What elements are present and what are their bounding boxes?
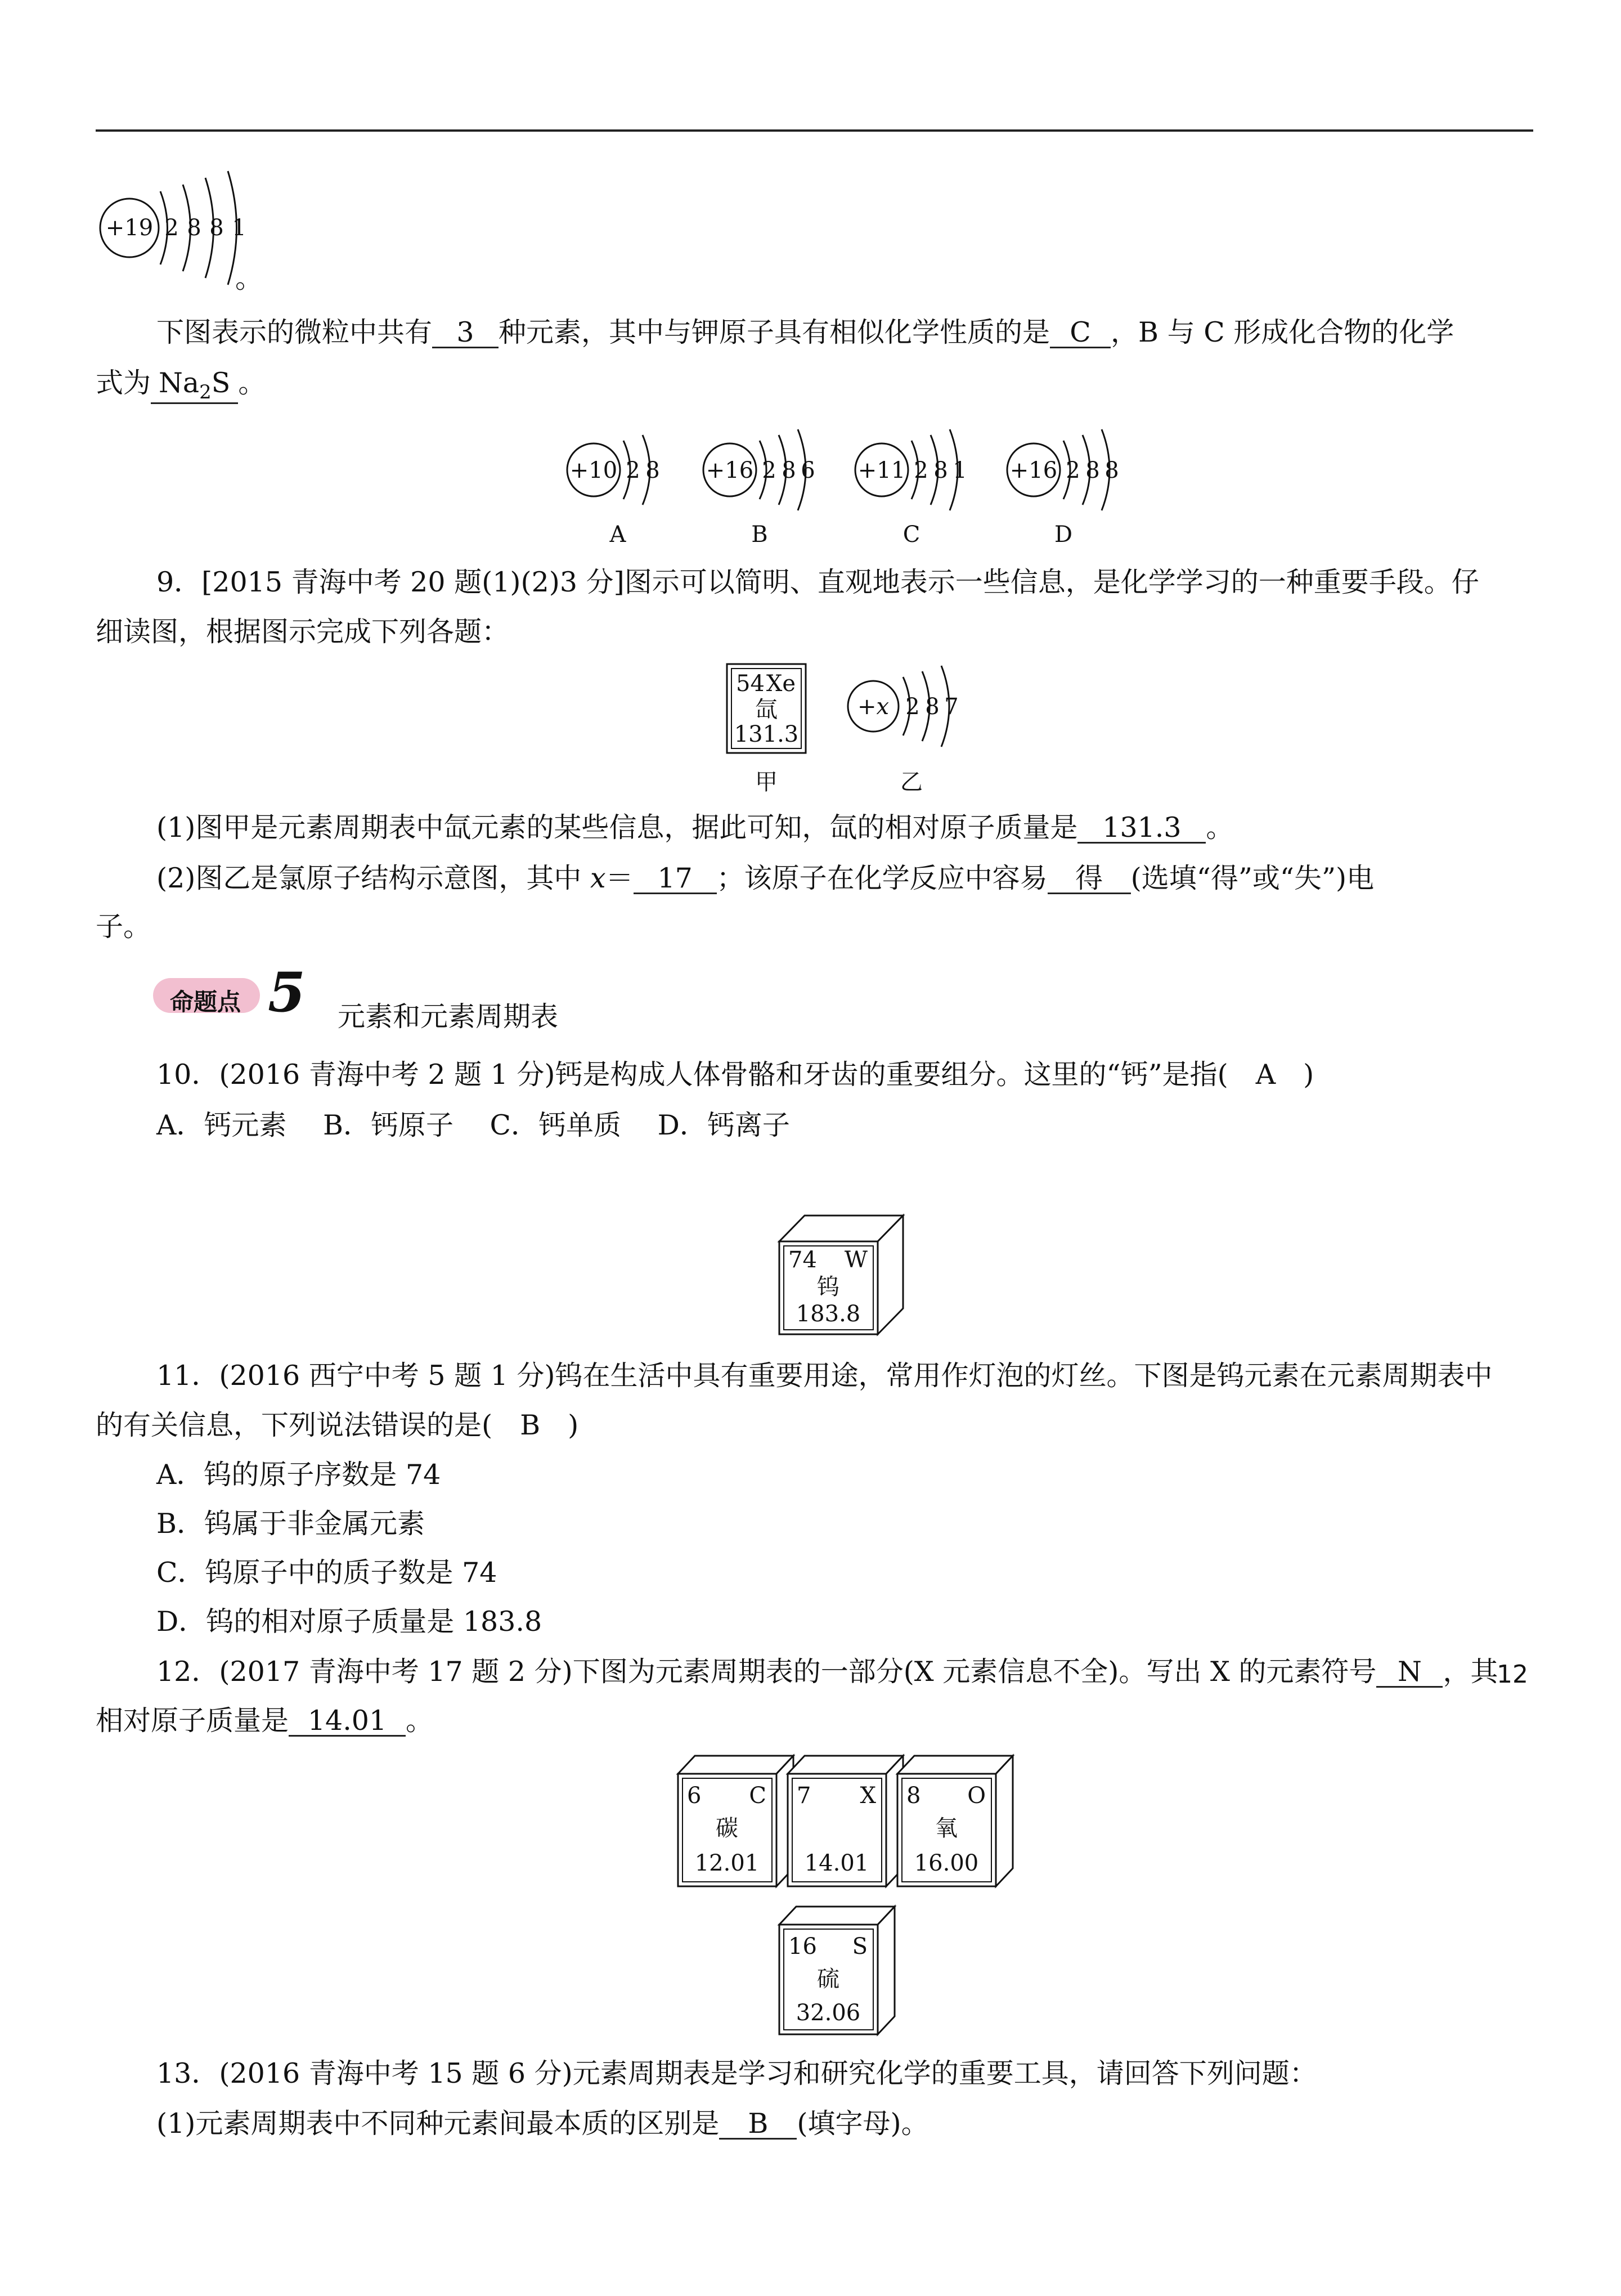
q12-line1: 12．(2017 青海中考 17 题 2 分)下图为元素周期表的一部分(X 元素信息不全)。写出 X 的元素符号 N ，其	[156, 1656, 1498, 1688]
atom-diagram-a	[563, 425, 698, 560]
element-symbol: W	[844, 1247, 868, 1273]
electron-count: 2	[762, 458, 776, 483]
atom-diagram-d	[1002, 425, 1153, 560]
electron-count: 1	[953, 458, 967, 483]
q10-stem: 10．(2016 青海中考 2 题 1 分)钙是构成人体骨骼和牙齿的重要组分。这里的“钙”是指( A )	[156, 1059, 1314, 1091]
element-name: 氙	[755, 697, 778, 723]
element-cell-x	[788, 1756, 903, 1886]
q11-option-c: C．钨原子中的质子数是 74	[156, 1557, 497, 1589]
atom-nucleus: +19	[105, 215, 154, 241]
electron-count: 2	[905, 694, 920, 720]
atomic-number: 16	[788, 1934, 817, 1959]
electron-count: 8	[1104, 458, 1119, 483]
q9-part2-line2: 子。	[96, 911, 151, 943]
q9-line2: 细读图，根据图示完成下列各题：	[96, 616, 510, 648]
q13-line1: 13．(2016 青海中考 15 题 6 分)元素周期表是学习和研究化学的重要工具，请回答下列问题：	[156, 2057, 1317, 2089]
q11-line2: 的有关信息，下列说法错误的是( B )	[96, 1409, 579, 1441]
element-name: 碳	[716, 1815, 738, 1841]
atomic-mass: 131.3	[734, 721, 799, 747]
answer-blank: $Na_2S$	[151, 369, 238, 404]
electron-count: 7	[944, 694, 959, 720]
answer-blank: 131.3	[1077, 813, 1206, 844]
element-cell-oxygen	[897, 1756, 1013, 1886]
diagram-period: 。	[235, 262, 263, 294]
element-symbol: S	[852, 1934, 868, 1959]
atom-label: A	[609, 522, 626, 548]
q11-option-d: D．钨的相对原子质量是 183.8	[156, 1606, 542, 1638]
figure-caption: 乙	[900, 769, 923, 795]
figure-caption: 甲	[755, 769, 778, 795]
atom-nucleus: +10	[569, 458, 618, 483]
atomic-mass: 16.00	[914, 1850, 979, 1876]
electron-count: 2	[164, 215, 179, 241]
section-number: 5	[268, 961, 306, 1024]
atom-nucleus: +11	[857, 458, 906, 483]
answer-blank: 得	[1048, 864, 1131, 894]
atom-label: C	[902, 522, 920, 548]
electron-count: 2	[626, 458, 640, 483]
electron-count: 8	[933, 458, 948, 483]
element-symbol: X	[860, 1783, 876, 1809]
atom-nucleus: +x	[857, 694, 890, 720]
q8-line1: 下图表示的微粒中共有 3 种元素，其中与钾原子具有相似化学性质的是 C ，B 与 C 形成化合物的化学	[156, 316, 1454, 348]
atom-label: B	[751, 522, 768, 548]
atomic-mass: 183.8	[796, 1301, 861, 1327]
section-badge-label: 命题点	[170, 988, 241, 1016]
element-symbol: C	[749, 1783, 766, 1809]
electron-count: 8	[1085, 458, 1100, 483]
element-cell-carbon	[678, 1756, 793, 1886]
electron-count: 2	[1066, 458, 1080, 483]
element-name: 氧	[935, 1815, 958, 1841]
answer-blank: 3	[432, 318, 499, 348]
q11-option-a: A．钨的原子序数是 74	[156, 1459, 441, 1491]
electron-count: 8	[187, 215, 201, 241]
atomic-number: 7	[797, 1783, 811, 1809]
electron-count: 8	[645, 458, 660, 483]
atom-nucleus: +16	[706, 458, 754, 483]
page-number: 12	[1497, 1660, 1528, 1689]
atomic-mass: 32.06	[796, 2000, 861, 2026]
electron-count: 8	[782, 458, 796, 483]
periodic-table-fragment	[672, 1751, 1027, 1898]
electron-count: 2	[914, 458, 928, 483]
electron-count: 1	[232, 215, 246, 241]
chlorine-atom-diagram	[841, 661, 987, 805]
atom-label: D	[1054, 522, 1073, 548]
q8-line2: 式为 $Na_2S$ 。	[96, 367, 266, 403]
atomic-mass: 12.01	[694, 1850, 760, 1876]
q12-line2: 相对原子质量是 14.01 。	[96, 1705, 434, 1737]
atomic-mass: 14.01	[804, 1850, 869, 1876]
electron-count: 8	[209, 215, 224, 241]
q10-options: A．钙元素 B．钙原子 C．钙单质 D．钙离子	[156, 1109, 790, 1141]
q9-line1: 9．[2015 青海中考 20 题(1)(2)3 分]图示可以简明、直观地表示一些信息，是化学学习的一种重要手段。仔	[156, 566, 1479, 598]
atomic-number: 6	[687, 1783, 702, 1809]
element-symbol: O	[967, 1783, 986, 1809]
atom-diagram-b	[698, 425, 844, 560]
tungsten-element-cell	[774, 1210, 914, 1345]
answer-blank: B	[719, 2109, 797, 2140]
answer-blank: 14.01	[289, 1706, 406, 1737]
answer-blank: 17	[634, 864, 717, 894]
atomic-number: 54	[736, 671, 765, 697]
q9-part2: (2)图乙是氯原子结构示意图，其中 x＝ 17 ；该原子在化学反应中容易 得 (选填“得”或“失”)电	[156, 862, 1375, 894]
answer-blank: N	[1376, 1657, 1443, 1688]
element-symbol: Xe	[766, 671, 796, 697]
header-rule	[96, 129, 1533, 132]
q13-part1: (1)元素周期表中不同种元素间最本质的区别是 B (填字母)。	[156, 2107, 929, 2140]
q9-part1: (1)图甲是元素周期表中氙元素的某些信息，据此可知，氙的相对原子质量是 131.3 。	[156, 811, 1234, 844]
atomic-number: 8	[906, 1783, 921, 1809]
element-name: 硫	[817, 1966, 839, 1992]
q11-line1: 11．(2016 西宁中考 5 题 1 分)钨在生活中具有重要用途，常用作灯泡的灯丝。下图是钨元素在元素周期表中	[156, 1360, 1493, 1392]
section-title: 元素和元素周期表	[338, 1001, 559, 1033]
atom-diagram-c	[850, 425, 996, 560]
xenon-element-cell	[726, 663, 816, 804]
atomic-number: 74	[788, 1247, 817, 1273]
element-cell-sulfur	[774, 1902, 914, 2040]
element-name: 钨	[817, 1274, 839, 1300]
q11-option-b: B．钨属于非金属元素	[156, 1508, 425, 1540]
electron-count: 8	[925, 694, 940, 720]
electron-count: 6	[801, 458, 815, 483]
answer-blank: C	[1050, 318, 1111, 348]
atom-nucleus: +16	[1009, 458, 1058, 483]
